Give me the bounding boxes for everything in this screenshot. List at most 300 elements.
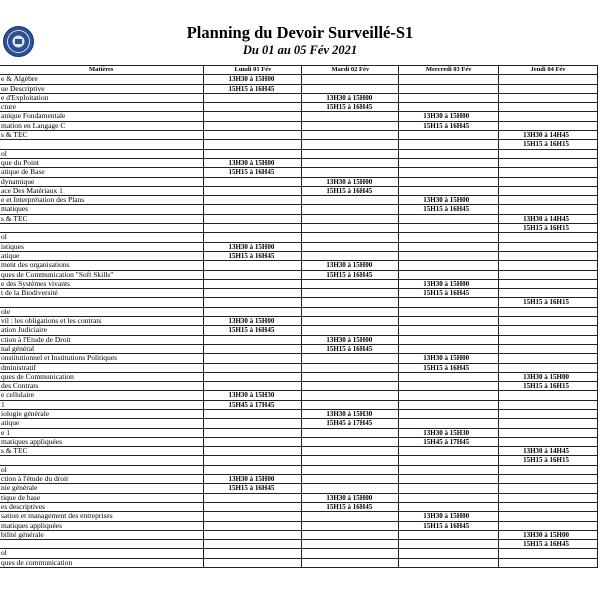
wednesday-slot xyxy=(399,317,499,326)
subject-cell: matiques appliquées xyxy=(0,521,204,530)
subject-cell: e & Algèbre xyxy=(0,75,204,84)
tuesday-slot xyxy=(302,158,399,167)
subject-cell: s & TEC xyxy=(0,447,204,456)
tuesday-slot xyxy=(302,372,399,381)
subject-cell: ol xyxy=(0,233,204,242)
tuesday-slot xyxy=(302,224,399,233)
subject-cell: ol xyxy=(0,549,204,558)
subject-cell xyxy=(0,224,204,233)
wednesday-slot xyxy=(399,465,499,474)
wednesday-slot xyxy=(399,103,499,112)
table-row xyxy=(0,177,598,186)
wednesday-slot xyxy=(399,409,499,418)
tuesday-slot xyxy=(302,540,399,549)
tuesday-slot xyxy=(302,465,399,474)
wednesday-slot: 13H30 à 15H00 xyxy=(399,279,499,288)
table-row xyxy=(0,298,598,307)
monday-slot: 15H15 à 16H45 xyxy=(204,168,302,177)
subject-cell: ace Des Matériaux 1 xyxy=(0,186,204,195)
wednesday-slot xyxy=(399,186,499,195)
tuesday-slot: 15H15 à 16H45 xyxy=(302,186,399,195)
tuesday-slot xyxy=(302,214,399,223)
table-row xyxy=(0,493,598,502)
tuesday-slot xyxy=(302,558,399,567)
wednesday-slot xyxy=(399,158,499,167)
table-row xyxy=(0,289,598,298)
wednesday-slot xyxy=(399,270,499,279)
subject-cell: ction à l'Etude de Droit xyxy=(0,335,204,344)
table-row xyxy=(0,465,598,474)
tuesday-slot xyxy=(302,205,399,214)
subject-cell: ue Descriptive xyxy=(0,84,204,93)
subject-cell: nie générale xyxy=(0,484,204,493)
wednesday-slot xyxy=(399,475,499,484)
tuesday-slot xyxy=(302,112,399,121)
tuesday-slot xyxy=(302,298,399,307)
thursday-slot xyxy=(499,409,598,418)
tuesday-slot xyxy=(302,447,399,456)
wednesday-slot: 13H30 à 15H30 xyxy=(399,428,499,437)
monday-slot xyxy=(204,363,302,372)
thursday-slot xyxy=(499,103,598,112)
subject-cell: s & TEC xyxy=(0,131,204,140)
table-row xyxy=(0,112,598,121)
monday-slot xyxy=(204,493,302,502)
column-header-wednesday: Mercredi 03 Fév xyxy=(399,66,499,75)
wednesday-slot xyxy=(399,530,499,539)
thursday-slot xyxy=(499,558,598,567)
table-row xyxy=(0,475,598,484)
subject-cell: ques de Communication "Soft Skills" xyxy=(0,270,204,279)
monday-slot: 13H30 à 15H00 xyxy=(204,475,302,484)
wednesday-slot xyxy=(399,391,499,400)
table-row xyxy=(0,558,598,567)
thursday-slot xyxy=(499,344,598,353)
tuesday-slot xyxy=(302,131,399,140)
wednesday-slot xyxy=(399,549,499,558)
wednesday-slot xyxy=(399,140,499,149)
table-row xyxy=(0,419,598,428)
subject-cell: e et Interprétation des Plans xyxy=(0,196,204,205)
thursday-slot xyxy=(499,270,598,279)
thursday-slot: 13H30 à 14H45 xyxy=(499,214,598,223)
subject-cell: ment des organisations xyxy=(0,261,204,270)
table-row xyxy=(0,372,598,381)
tuesday-slot xyxy=(302,242,399,251)
monday-slot: 13H30 à 15H00 xyxy=(204,317,302,326)
thursday-slot xyxy=(499,186,598,195)
subject-cell: e 1 xyxy=(0,428,204,437)
thursday-slot xyxy=(499,502,598,511)
monday-slot xyxy=(204,149,302,158)
subject-cell: des Contrats xyxy=(0,382,204,391)
table-row xyxy=(0,224,598,233)
subject-cell: ol xyxy=(0,465,204,474)
column-header-monday: Lundi 01 Fév xyxy=(204,66,302,75)
thursday-slot: 15H15 à 16H15 xyxy=(499,140,598,149)
tuesday-slot: 15H15 à 16H45 xyxy=(302,344,399,353)
wednesday-slot: 15H15 à 16H45 xyxy=(399,289,499,298)
subject-cell: e cellulaire xyxy=(0,391,204,400)
tuesday-slot: 13H30 à 15H00 xyxy=(302,261,399,270)
monday-slot: 13H30 à 15H00 xyxy=(204,242,302,251)
tuesday-slot xyxy=(302,84,399,93)
page-title: Planning du Devoir Surveillé-S1 xyxy=(186,23,414,42)
subject-cell: tique de base xyxy=(0,493,204,502)
table-row xyxy=(0,149,598,158)
tuesday-slot: 15H15 à 16H45 xyxy=(302,103,399,112)
table-row xyxy=(0,382,598,391)
thursday-slot xyxy=(499,521,598,530)
wednesday-slot: 13H30 à 15H00 xyxy=(399,112,499,121)
table-row xyxy=(0,140,598,149)
subject-cell: onstitutionnel et Institutions Politiques xyxy=(0,354,204,363)
monday-slot xyxy=(204,530,302,539)
subject-cell: nal général xyxy=(0,344,204,353)
monday-slot: 15H45 à 17H45 xyxy=(204,400,302,409)
monday-slot xyxy=(204,558,302,567)
tuesday-slot: 13H30 à 15H30 xyxy=(302,409,399,418)
thursday-slot xyxy=(499,279,598,288)
thursday-slot xyxy=(499,335,598,344)
thursday-slot: 13H30 à 14H45 xyxy=(499,131,598,140)
tuesday-slot xyxy=(302,326,399,335)
wednesday-slot xyxy=(399,307,499,316)
wednesday-slot xyxy=(399,335,499,344)
table-row xyxy=(0,344,598,353)
table-row xyxy=(0,549,598,558)
table-row xyxy=(0,502,598,511)
table-row xyxy=(0,84,598,93)
tuesday-slot xyxy=(302,363,399,372)
thursday-slot xyxy=(499,484,598,493)
tuesday-slot xyxy=(302,289,399,298)
thursday-slot xyxy=(499,289,598,298)
wednesday-slot: 15H15 à 16H45 xyxy=(399,205,499,214)
table-row xyxy=(0,428,598,437)
monday-slot xyxy=(204,112,302,121)
wednesday-slot xyxy=(399,382,499,391)
monday-slot xyxy=(204,224,302,233)
subject-cell: e des Systèmes vivants xyxy=(0,279,204,288)
tuesday-slot xyxy=(302,121,399,130)
subject-cell: e d'Exploitation xyxy=(0,93,204,102)
wednesday-slot xyxy=(399,558,499,567)
tuesday-slot xyxy=(302,456,399,465)
subject-cell: s & TEC xyxy=(0,214,204,223)
monday-slot xyxy=(204,140,302,149)
monday-slot xyxy=(204,502,302,511)
monday-slot xyxy=(204,214,302,223)
thursday-slot: 15H15 à 16H45 xyxy=(499,540,598,549)
tuesday-slot: 15H15 à 16H45 xyxy=(302,270,399,279)
monday-slot xyxy=(204,279,302,288)
table-row xyxy=(0,326,598,335)
thursday-slot xyxy=(499,121,598,130)
thursday-slot xyxy=(499,251,598,260)
thursday-slot xyxy=(499,168,598,177)
monday-slot xyxy=(204,261,302,270)
table-row xyxy=(0,354,598,363)
monday-slot xyxy=(204,307,302,316)
monday-slot xyxy=(204,344,302,353)
monday-slot: 13H30 à 15H00 xyxy=(204,75,302,84)
thursday-slot: 15H15 à 16H15 xyxy=(499,298,598,307)
tuesday-slot xyxy=(302,549,399,558)
wednesday-slot xyxy=(399,93,499,102)
monday-slot xyxy=(204,131,302,140)
table-row xyxy=(0,521,598,530)
table-row xyxy=(0,214,598,223)
subject-cell: ction à l'étude du droit xyxy=(0,475,204,484)
subject-cell: ol xyxy=(0,149,204,158)
subject-cell: atique xyxy=(0,419,204,428)
wednesday-slot: 15H45 à 17H45 xyxy=(399,437,499,446)
tuesday-slot xyxy=(302,512,399,521)
monday-slot xyxy=(204,205,302,214)
tuesday-slot xyxy=(302,521,399,530)
tuesday-slot xyxy=(302,307,399,316)
tuesday-slot xyxy=(302,354,399,363)
wednesday-slot xyxy=(399,261,499,270)
subject-cell: dynamique xyxy=(0,177,204,186)
table-row xyxy=(0,279,598,288)
table-row xyxy=(0,242,598,251)
wednesday-slot xyxy=(399,168,499,177)
tuesday-slot xyxy=(302,279,399,288)
wednesday-slot xyxy=(399,214,499,223)
wednesday-slot xyxy=(399,344,499,353)
subject-cell: t de la Biodiversité xyxy=(0,289,204,298)
subject-cell xyxy=(0,140,204,149)
wednesday-slot xyxy=(399,75,499,84)
monday-slot xyxy=(204,186,302,195)
subject-cell: ques de communication xyxy=(0,558,204,567)
monday-slot xyxy=(204,93,302,102)
table-row xyxy=(0,335,598,344)
wednesday-slot xyxy=(399,456,499,465)
exam-schedule-table xyxy=(0,65,598,568)
table-row xyxy=(0,437,598,446)
monday-slot xyxy=(204,270,302,279)
monday-slot xyxy=(204,289,302,298)
tuesday-slot: 13H30 à 15H00 xyxy=(302,93,399,102)
tuesday-slot xyxy=(302,391,399,400)
tuesday-slot: 13H30 à 15H00 xyxy=(302,335,399,344)
monday-slot xyxy=(204,437,302,446)
table-row xyxy=(0,317,598,326)
thursday-slot xyxy=(499,317,598,326)
thursday-slot xyxy=(499,205,598,214)
tuesday-slot xyxy=(302,428,399,437)
table-row xyxy=(0,168,598,177)
tuesday-slot: 15H15 à 16H45 xyxy=(302,502,399,511)
subject-cell xyxy=(0,540,204,549)
column-header-thursday: Jeudi 04 Fév xyxy=(499,66,598,75)
wednesday-slot xyxy=(399,131,499,140)
monday-slot xyxy=(204,382,302,391)
subject-cell: anique Fondamentale xyxy=(0,112,204,121)
subject-cell: mation en Langage C xyxy=(0,121,204,130)
thursday-slot xyxy=(499,75,598,84)
tuesday-slot: 13H30 à 15H00 xyxy=(302,493,399,502)
wednesday-slot: 15H15 à 16H45 xyxy=(399,121,499,130)
wednesday-slot xyxy=(399,493,499,502)
thursday-slot xyxy=(499,93,598,102)
table-row xyxy=(0,75,598,84)
table-row xyxy=(0,186,598,195)
monday-slot: 13H30 à 15H30 xyxy=(204,391,302,400)
wednesday-slot xyxy=(399,298,499,307)
subject-cell: matiques xyxy=(0,205,204,214)
monday-slot: 15H15 à 16H45 xyxy=(204,251,302,260)
subject-cell: 1 xyxy=(0,400,204,409)
monday-slot: 15H15 à 16H45 xyxy=(204,84,302,93)
table-row xyxy=(0,196,598,205)
tuesday-slot xyxy=(302,530,399,539)
monday-slot xyxy=(204,549,302,558)
wednesday-slot xyxy=(399,326,499,335)
subject-cell: vil : les obligations et les contrats xyxy=(0,317,204,326)
wednesday-slot xyxy=(399,484,499,493)
wednesday-slot xyxy=(399,251,499,260)
tuesday-slot xyxy=(302,75,399,84)
subject-cell: cture xyxy=(0,103,204,112)
monday-slot xyxy=(204,177,302,186)
tuesday-slot xyxy=(302,475,399,484)
tuesday-slot: 15H45 à 17H45 xyxy=(302,419,399,428)
tuesday-slot xyxy=(302,251,399,260)
thursday-slot xyxy=(499,493,598,502)
table-row xyxy=(0,512,598,521)
thursday-slot xyxy=(499,391,598,400)
thursday-slot xyxy=(499,354,598,363)
subject-cell: que du Point xyxy=(0,158,204,167)
thursday-slot xyxy=(499,177,598,186)
thursday-slot xyxy=(499,549,598,558)
table-row xyxy=(0,251,598,260)
tuesday-slot xyxy=(302,196,399,205)
wednesday-slot xyxy=(399,177,499,186)
subject-cell: dministratif xyxy=(0,363,204,372)
thursday-slot xyxy=(499,400,598,409)
wednesday-slot xyxy=(399,242,499,251)
monday-slot xyxy=(204,456,302,465)
thursday-slot xyxy=(499,475,598,484)
monday-slot xyxy=(204,196,302,205)
tuesday-slot xyxy=(302,382,399,391)
table-row xyxy=(0,121,598,130)
thursday-slot: 13H30 à 15H00 xyxy=(499,530,598,539)
subject-cell xyxy=(0,456,204,465)
subject-cell: iologie générale xyxy=(0,409,204,418)
wednesday-slot: 13H30 à 15H00 xyxy=(399,354,499,363)
thursday-slot xyxy=(499,233,598,242)
thursday-slot xyxy=(499,437,598,446)
wednesday-slot: 15H15 à 16H45 xyxy=(399,521,499,530)
monday-slot xyxy=(204,335,302,344)
monday-slot xyxy=(204,233,302,242)
thursday-slot xyxy=(499,112,598,121)
thursday-slot xyxy=(499,307,598,316)
thursday-slot xyxy=(499,261,598,270)
table-header-row xyxy=(0,66,598,75)
wednesday-slot xyxy=(399,224,499,233)
wednesday-slot xyxy=(399,419,499,428)
table-row xyxy=(0,131,598,140)
wednesday-slot xyxy=(399,372,499,381)
wednesday-slot xyxy=(399,540,499,549)
table-row xyxy=(0,205,598,214)
monday-slot xyxy=(204,428,302,437)
table-row xyxy=(0,307,598,316)
table-row xyxy=(0,409,598,418)
monday-slot: 15H15 à 16H45 xyxy=(204,484,302,493)
monday-slot xyxy=(204,409,302,418)
monday-slot xyxy=(204,540,302,549)
table-row xyxy=(0,530,598,539)
tuesday-slot xyxy=(302,317,399,326)
monday-slot xyxy=(204,512,302,521)
subject-cell xyxy=(0,298,204,307)
tuesday-slot xyxy=(302,168,399,177)
monday-slot: 15H15 à 16H45 xyxy=(204,326,302,335)
monday-slot xyxy=(204,354,302,363)
subject-cell: istiques xyxy=(0,242,204,251)
thursday-slot xyxy=(499,242,598,251)
monday-slot xyxy=(204,419,302,428)
wednesday-slot xyxy=(399,400,499,409)
subject-cell: ques de Communication xyxy=(0,372,204,381)
table-row xyxy=(0,484,598,493)
subject-cell: sation et management des entreprises xyxy=(0,512,204,521)
tuesday-slot xyxy=(302,149,399,158)
monday-slot xyxy=(204,465,302,474)
wednesday-slot xyxy=(399,84,499,93)
table-body xyxy=(0,75,598,568)
thursday-slot: 15H15 à 16H15 xyxy=(499,382,598,391)
subject-cell: matiques appliquées xyxy=(0,437,204,446)
wednesday-slot xyxy=(399,149,499,158)
table-row xyxy=(0,447,598,456)
thursday-slot: 15H15 à 16H15 xyxy=(499,456,598,465)
monday-slot xyxy=(204,298,302,307)
column-header-tuesday: Mardi 02 Fév xyxy=(302,66,399,75)
wednesday-slot: 15H15 à 16H45 xyxy=(399,363,499,372)
subject-cell: bilité générale xyxy=(0,530,204,539)
thursday-slot xyxy=(499,465,598,474)
table-row xyxy=(0,540,598,549)
thursday-slot xyxy=(499,428,598,437)
wednesday-slot xyxy=(399,447,499,456)
thursday-slot: 15H15 à 16H15 xyxy=(499,224,598,233)
tuesday-slot xyxy=(302,400,399,409)
thursday-slot: 13H30 à 14H45 xyxy=(499,447,598,456)
monday-slot xyxy=(204,121,302,130)
tuesday-slot xyxy=(302,140,399,149)
thursday-slot xyxy=(499,196,598,205)
subject-cell: atique xyxy=(0,251,204,260)
table-row xyxy=(0,363,598,372)
monday-slot xyxy=(204,103,302,112)
tuesday-slot xyxy=(302,484,399,493)
wednesday-slot: 13H30 à 15H00 xyxy=(399,512,499,521)
thursday-slot xyxy=(499,84,598,93)
monday-slot xyxy=(204,447,302,456)
table-row xyxy=(0,233,598,242)
subject-cell: es descriptives xyxy=(0,502,204,511)
wednesday-slot xyxy=(399,502,499,511)
